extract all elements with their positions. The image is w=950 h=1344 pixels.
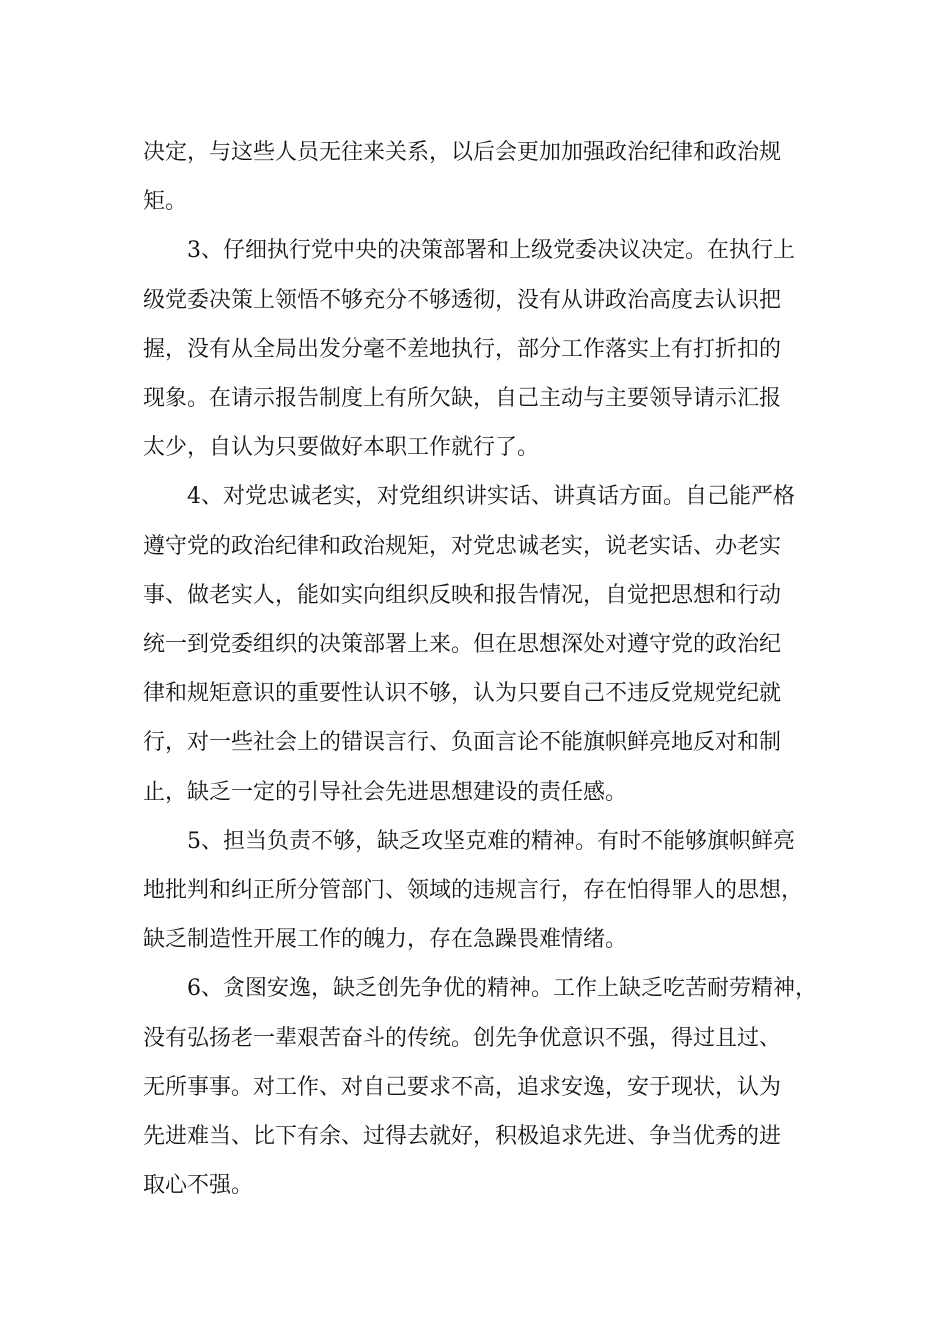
text-line-first: 6、贪图安逸，缺乏创先争优的精神。工作上缺乏吃苦耐劳精神， bbox=[187, 976, 817, 1002]
paragraph-item-6 bbox=[143, 964, 823, 1210]
text-line: 律和规矩意识的重要性认识不够，认为只要自己不违反党规党纪就 bbox=[143, 681, 782, 707]
text-line: 事、做老实人，能如实向组织反映和报告情况，自觉把思想和行动 bbox=[143, 582, 782, 608]
text-line: 行，对一些社会上的错误言行、负面言论不能旗帜鲜亮地反对和制 bbox=[143, 730, 782, 756]
text-line: 无所事事。对工作、对自己要求不高，追求安逸，安于现状，认为 bbox=[143, 1074, 782, 1100]
text-line: 太少，自认为只要做好本职工作就行了。 bbox=[143, 435, 540, 461]
text-line: 取心不强。 bbox=[143, 1173, 254, 1199]
text-line-first: 4、对党忠诚老实，对党组织讲实话、讲真话方面。自己能严格 bbox=[187, 484, 795, 510]
text-line: 地批判和纠正所分管部门、领域的违规言行，存在怕得罪人的思想， bbox=[143, 878, 804, 904]
text-line: 没有弘扬老一辈艰苦奋斗的传统。创先争优意识不强，得过且过、 bbox=[143, 1025, 782, 1051]
paragraph-item-3 bbox=[143, 226, 823, 472]
paragraph-continued bbox=[143, 128, 823, 226]
text-line: 缺乏制造性开展工作的魄力，存在急躁畏难情绪。 bbox=[143, 927, 628, 953]
paragraph-item-4 bbox=[143, 472, 823, 816]
text-line: 级党委决策上领悟不够充分不够透彻，没有从讲政治高度去认识把 bbox=[143, 287, 782, 313]
text-line: 遵守党的政治纪律和政治规矩，对党忠诚老实，说老实话、办老实 bbox=[143, 533, 782, 559]
text-line: 现象。在请示报告制度上有所欠缺，自己主动与主要领导请示汇报 bbox=[143, 386, 782, 412]
paragraph-item-5 bbox=[143, 817, 823, 965]
text-line-first: 3、仔细执行党中央的决策部署和上级党委决议决定。在执行上 bbox=[187, 238, 795, 264]
text-line: 握，没有从全局出发分毫不差地执行，部分工作落实上有打折扣的 bbox=[143, 336, 782, 362]
text-line: 决定，与这些人员无往来关系，以后会更加加强政治纪律和政治规 bbox=[143, 140, 782, 165]
text-line-first: 5、担当负责不够，缺乏攻坚克难的精神。有时不能够旗帜鲜亮 bbox=[187, 828, 795, 854]
document-body bbox=[143, 128, 823, 1210]
text-line: 止，缺乏一定的引导社会先进思想建设的责任感。 bbox=[143, 779, 628, 805]
text-line: 矩。 bbox=[143, 189, 188, 215]
text-line: 统一到党委组织的决策部署上来。但在思想深处对遵守党的政治纪 bbox=[143, 632, 782, 658]
text-line: 先进难当、比下有余、过得去就好，积极追求先进、争当优秀的进 bbox=[143, 1124, 782, 1150]
